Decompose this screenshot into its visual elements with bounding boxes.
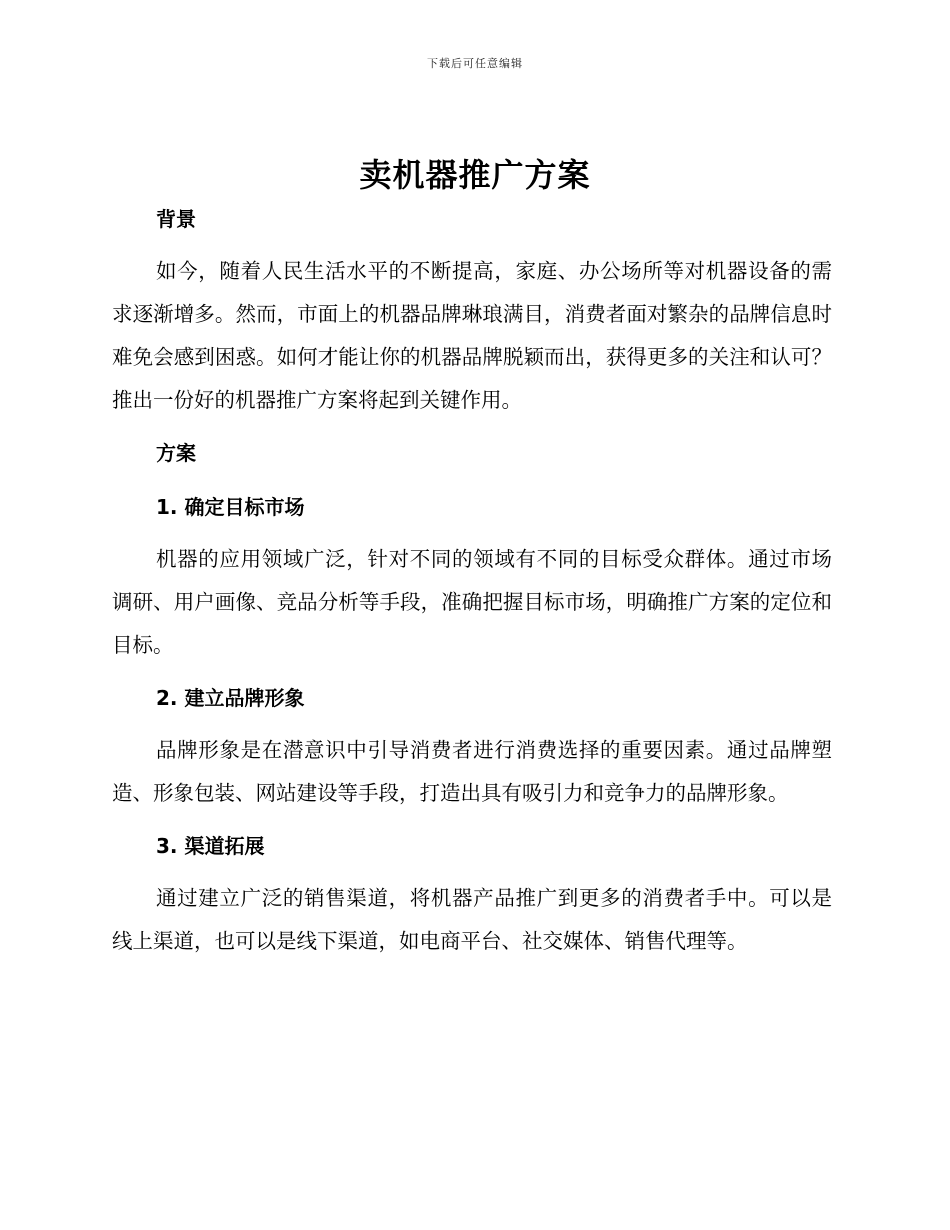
paragraph-brand-image: 品牌形象是在潜意识中引导消费者进行消费选择的重要因素。通过品牌塑造、形象包装、网站建设等手段，打造出具有吸引力和竞争力的品牌形象。	[112, 738, 832, 805]
paragraph-channel-expansion: 通过建立广泛的销售渠道，将机器产品推广到更多的消费者手中。可以是线上渠道，也可以是线下渠道，如电商平台、社交媒体、销售代理等。	[112, 886, 832, 953]
subheading-channel-expansion: 3. 渠道拓展	[156, 834, 265, 858]
header-note: 下载后可任意编辑	[427, 57, 523, 70]
subheading-brand-image: 2. 建立品牌形象	[156, 686, 305, 710]
document-body	[112, 196, 832, 971]
section-heading-background: 背景	[156, 207, 196, 231]
paragraph-target-market: 机器的应用领域广泛，针对不同的领域有不同的目标受众群体。通过市场调研、用户画像、竞品分析等手段，准确把握目标市场，明确推广方案的定位和目标。	[112, 547, 832, 657]
paragraph-background: 如今，随着人民生活水平的不断提高，家庭、办公场所等对机器设备的需求逐渐增多。然而，市面上的机器品牌琳琅满目，消费者面对繁杂的品牌信息时难免会感到困惑。如何才能让你的机器品牌脱颖而出，获得更多的关注和认可？推出一份好的机器推广方案将起到关键作用。	[112, 259, 832, 412]
subheading-target-market: 1. 确定目标市场	[156, 495, 305, 519]
document-title: 卖机器推广方案	[359, 156, 591, 194]
section-heading-plan: 方案	[156, 441, 196, 465]
